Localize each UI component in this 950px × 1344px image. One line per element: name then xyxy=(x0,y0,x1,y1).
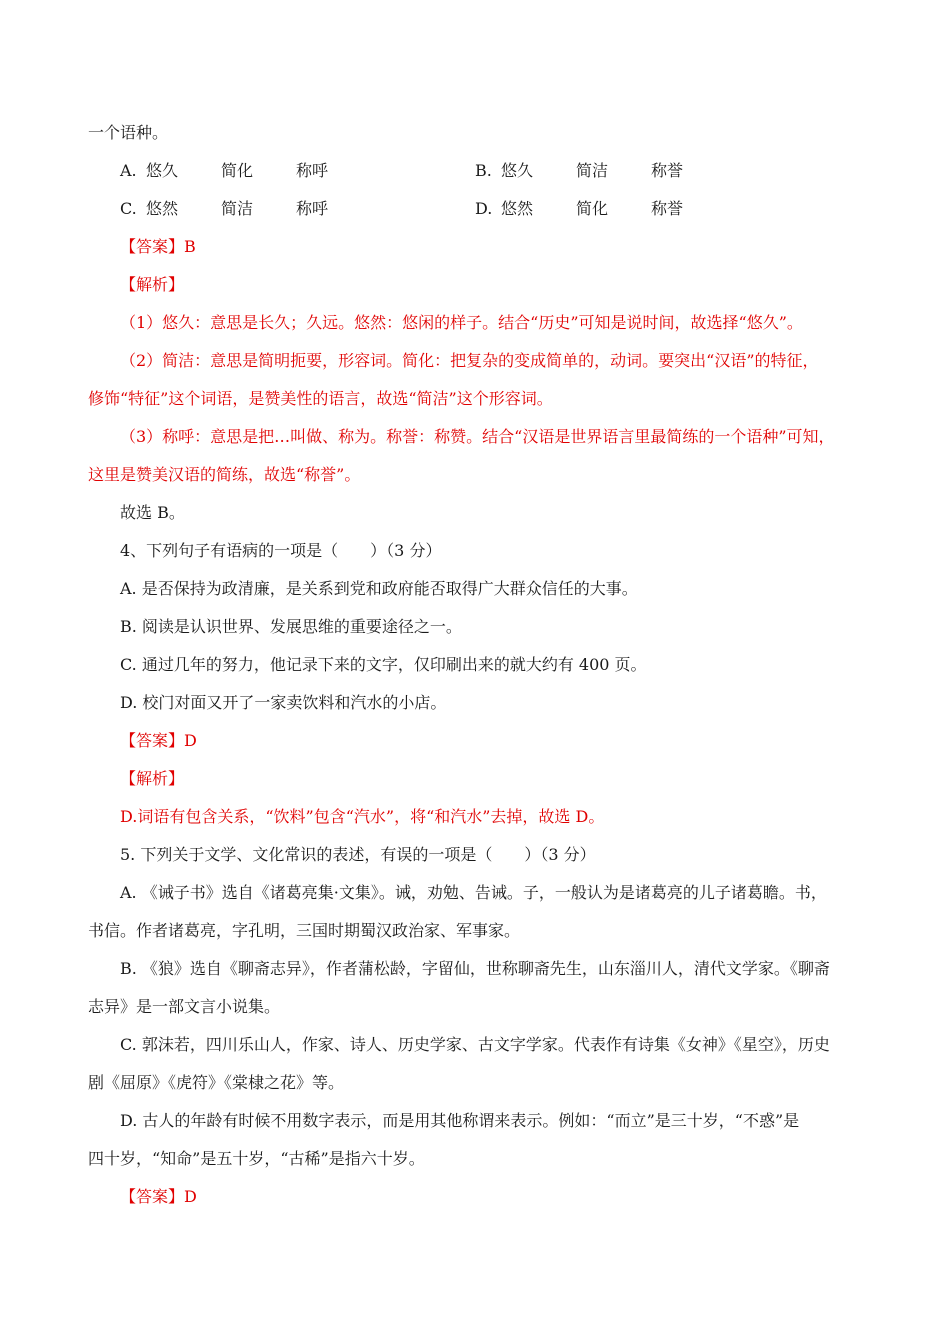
q3-answer xyxy=(120,236,196,258)
q5-line: D. 古人的年龄有时候不用数字表示，而是用其他称谓来表示。例如：“而立”是三十岁，“不惑”是 xyxy=(120,1111,800,1130)
q4-analysis: D.词语有包含关系，“饮料”包含“汽水”，将“和汽水”去掉，故选 D。 xyxy=(120,807,605,826)
q3-analysis-line: （1）悠久：意思是长久；久远。悠然：悠闲的样子。结合“历史”可知是说时间，故选择“悠久”。 xyxy=(120,313,803,332)
intro-tail: 一个语种。 xyxy=(88,123,169,142)
option-word: 称呼 xyxy=(296,161,329,180)
option-letter: B. xyxy=(475,161,492,180)
option-letter: C. xyxy=(120,199,137,218)
q5-line: B. 《狼》选自《聊斋志异》，作者蒲松龄，字留仙，世称聊斋先生，山东淄川人，清代文学家。《聊斋 xyxy=(120,959,830,978)
option-word: 简洁 xyxy=(576,161,609,180)
answer-label: 【答案】 xyxy=(120,731,185,750)
option-word: 简化 xyxy=(221,161,254,180)
q4-stem: 4、下列句子有语病的一项是（ ）（3 分） xyxy=(120,541,442,560)
q5-line: 剧《屈原》《虎符》《棠棣之花》等。 xyxy=(88,1073,345,1092)
q3-conclusion: 故选 B。 xyxy=(120,503,185,522)
option-letter: A. xyxy=(120,161,137,180)
answer-label: 【答案】 xyxy=(120,1187,185,1206)
q4-answer xyxy=(120,730,197,752)
q3-options-row2 xyxy=(120,198,820,220)
q4-option-c: C. 通过几年的努力，他记录下来的文字，仅印刷出来的就大约有 400 页。 xyxy=(120,655,647,674)
answer-value: D xyxy=(184,1187,197,1206)
option-word: 简化 xyxy=(576,199,609,218)
q5-answer xyxy=(120,1186,197,1208)
answer-value: B xyxy=(184,237,196,256)
q4-option-d: D. 校门对面又开了一家卖饮料和汽水的小店。 xyxy=(120,693,447,712)
q5-line: A. 《诫子书》选自《诸葛亮集·文集》。诫，劝勉、告诫。子，一般认为是诸葛亮的儿子诸葛瞻。书， xyxy=(120,883,827,902)
q5-line: 四十岁，“知命”是五十岁，“古稀”是指六十岁。 xyxy=(88,1149,425,1168)
option-word: 称呼 xyxy=(296,199,329,218)
answer-value: D xyxy=(184,731,197,750)
q5-line: C. 郭沫若，四川乐山人，作家、诗人、历史学家、古文字学家。代表作有诗集《女神》《星空》，历史 xyxy=(120,1035,830,1054)
q3-analysis-line: （3）称呼：意思是把…叫做、称为。称誉：称赞。结合“汉语是世界语言里最简练的一个语种”可知， xyxy=(120,427,835,446)
q4-option-a: A. 是否保持为政清廉，是关系到党和政府能否取得广大群众信任的大事。 xyxy=(120,579,638,598)
q4-analysis-label: 【解析】 xyxy=(120,769,185,788)
option-word: 悠久 xyxy=(146,161,179,180)
option-word: 悠然 xyxy=(146,199,179,218)
option-word: 称誉 xyxy=(651,199,684,218)
option-word: 简洁 xyxy=(221,199,254,218)
option-word: 称誉 xyxy=(651,161,684,180)
q5-line: 志异》是一部文言小说集。 xyxy=(88,997,281,1016)
q3-options-row1 xyxy=(120,160,820,182)
q3-analysis-line: 这里是赞美汉语的简练，故选“称誉”。 xyxy=(88,465,361,484)
answer-label: 【答案】 xyxy=(120,237,185,256)
q3-analysis-line: （2）简洁：意思是简明扼要，形容词。简化：把复杂的变成简单的，动词。要突出“汉语”的特征， xyxy=(120,351,819,370)
q3-analysis-label: 【解析】 xyxy=(120,275,185,294)
q4-option-b: B. 阅读是认识世界、发展思维的重要途径之一。 xyxy=(120,617,462,636)
option-word: 悠久 xyxy=(501,161,534,180)
option-word: 悠然 xyxy=(501,199,534,218)
q5-stem: 5. 下列关于文学、文化常识的表述，有误的一项是（ ）（3 分） xyxy=(120,845,596,864)
q3-analysis-line: 修饰“特征”这个词语，是赞美性的语言，故选“简洁”这个形容词。 xyxy=(88,389,553,408)
option-letter: D. xyxy=(475,199,493,218)
q5-line: 书信。作者诸葛亮，字孔明，三国时期蜀汉政治家、军事家。 xyxy=(88,921,521,940)
